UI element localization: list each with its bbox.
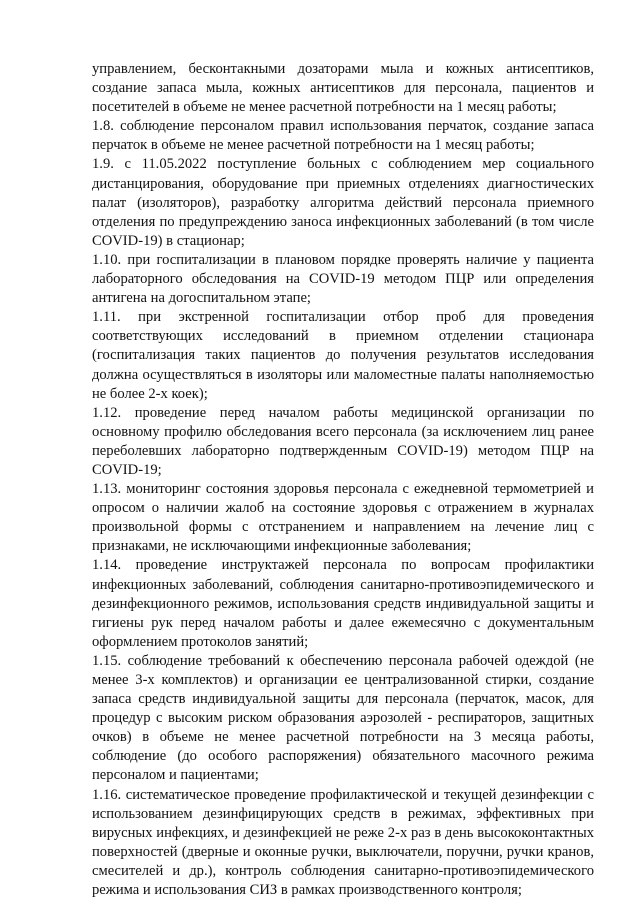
- list-item-1-11: 1.11. при экстренной госпитализации отбор проб для проведения соответствующих исследований в приемном отделении стационара (госпитализация таких пациентов до получения результатов исследования должна осуществляться в изоляторы или маломестные палаты наполняемостью не более 2-х коек);: [92, 309, 594, 402]
- list-item-1-10: 1.10. при госпитализации в плановом порядке проверять наличие у пациента лабораторного обследования на COVID-19 методом ПЦР или определения антигена на догоспитальном этапе;: [92, 251, 594, 307]
- intro-paragraph: управлением, бесконтакными дозаторами мыла и кожных антисептиков, создание запаса мыла, кожных антисептиков для персонала, пациентов и посетителей в объеме не менее расчетной потребности на 1 месяц работы;: [92, 61, 594, 116]
- list-item-1-14: 1.14. проведение инструктажей персонала по вопросам профилактики инфекционных заболеваний, соблюдения санитарно-противоэпидемического и дезинфекционного режимов, использования средств индивидуальной защиты и гигиены рук перед началом работы и далее ежемесячно с документальным оформлением протоколов занятий;: [92, 557, 594, 650]
- document-page: [92, 60, 594, 900]
- list-item-1-16: 1.16. систематическое проведение профилактической и текущей дезинфекции с использованием дезинфицирующих средств в режимах, эффективных при вирусных инфекциях, и дезинфекцией не реже 2-х раз в день высококонтактных поверхностей (дверные и оконные ручки, выключатели, поручни, ручки кранов, смесителей и др.), контроль соблюдения санитарно-противоэпидемического режима и использования СИЗ в рамках производственного контроля;: [92, 786, 594, 899]
- list-item-1-8: 1.8. соблюдение персоналом правил использования перчаток, создание запаса перчаток в объеме не менее расчетной потребности на 1 месяц работы;: [92, 118, 594, 154]
- list-item-1-9: 1.9. с 11.05.2022 поступление больных с соблюдением мер социального дистанцирования, оборудование при приемных отделениях диагностических палат (изоляторов), разработку алгоритма действий персонала приемного отделения по предупреждению заноса инфекционных заболеваний (в том числе COVID-19) в стационар;: [92, 156, 594, 249]
- list-item-1-13: 1.13. мониторинг состояния здоровья персонала с ежедневной термометрией и опросом о наличии жалоб на состояние здоровья с отражением в журналах произвольной формы с отстранением и направлением на лечение лиц с признаками, не исключающими инфекционные заболевания;: [92, 481, 594, 555]
- list-item-1-15: 1.15. соблюдение требований к обеспечению персонала рабочей одеждой (не менее 3-х комплектов) и организации ее централизованной стирки, создание запаса средств индивидуальной защиты для персонала (перчаток, масок, для процедур с высоким риском образования аэрозолей - респираторов, защитных очков) в объеме не менее расчетной потребности на 3 месяца работы, соблюдение (до особого распоряжения) обязательного масочного режима персоналом и пациентами;: [92, 652, 594, 784]
- list-item-1-12: 1.12. проведение перед началом работы медицинской организации по основному профилю обследования всего персонала (за исключением лиц ранее переболевших лабораторно подтвержденным COVID-19) методом ПЦР на COVID-19;: [92, 404, 594, 478]
